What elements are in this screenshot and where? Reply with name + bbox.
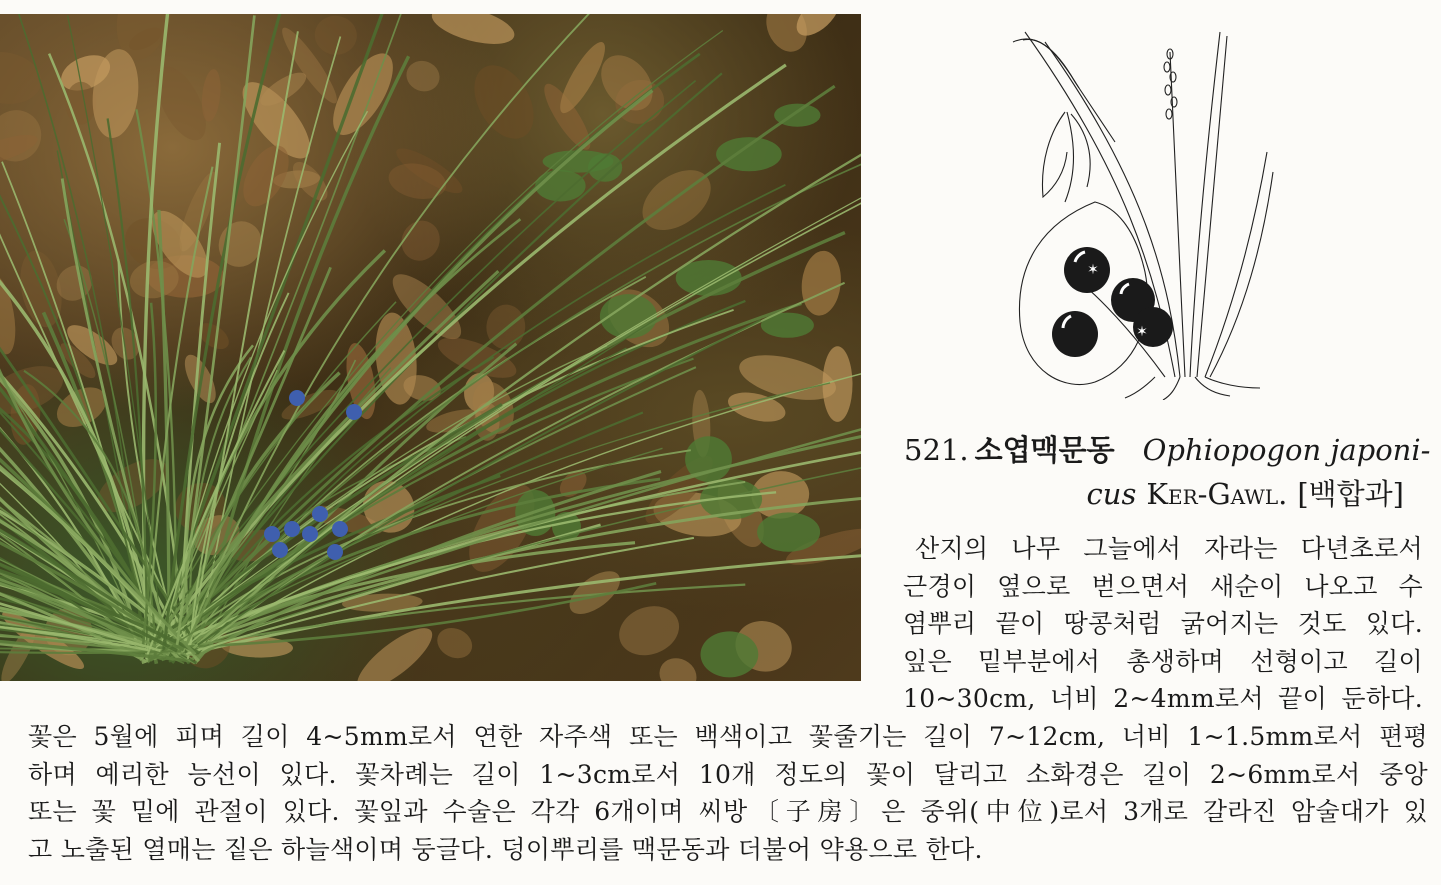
plant-photograph xyxy=(0,14,861,681)
description-line: 10~30cm, 너비 2~4mm로서 끝이 둔하다. xyxy=(903,684,1423,713)
dead-leaf xyxy=(432,622,477,664)
entry-heading-continued xyxy=(1087,472,1404,516)
roots xyxy=(1125,377,1260,400)
berry xyxy=(327,544,343,560)
dead-leaf xyxy=(799,249,844,318)
botanical-illustration xyxy=(1005,22,1285,400)
author-name: Ker-Gawl. xyxy=(1146,477,1288,511)
dead-leaf xyxy=(612,598,686,663)
illustration-svg xyxy=(1005,22,1285,400)
berry xyxy=(289,390,305,406)
family-name: [백합과] xyxy=(1297,477,1404,511)
description-line: 하며 예리한 능선이 있다. 꽃차례는 길이 1~3cm로서 10개 정도의 꽃이 달리고 소화경은 길이 2~6mm로서 중앙 xyxy=(28,759,1428,789)
berry xyxy=(346,404,362,420)
description-line: 또는 꽃 밑에 관절이 있다. 꽃잎과 수술은 각각 6개이며 씨방〔子房〕은 중위(中位)로서 3개로 갈라진 암술대가 있 xyxy=(28,797,1428,826)
berry xyxy=(332,521,348,537)
entry-number: 521. xyxy=(904,433,969,467)
dead-leaf xyxy=(349,618,441,681)
green-leaf xyxy=(761,313,814,338)
dead-leaf xyxy=(402,56,444,96)
description-line: 꽃은 5월에 피며 길이 4~5mm로서 연한 자주색 또는 백색이고 꽃줄기는 길이 7~12cm, 너비 1~1.5mm로서 편평 xyxy=(28,722,1428,751)
leaf-line xyxy=(1190,32,1220,377)
description-line: 근경이 옆으로 벋으면서 새순이 나오고 수 xyxy=(903,571,1423,601)
dead-leaf xyxy=(654,652,703,681)
dead-leaf xyxy=(428,14,518,51)
berry xyxy=(272,542,288,558)
raceme xyxy=(1164,49,1177,119)
berry xyxy=(284,521,300,537)
berry xyxy=(264,526,280,542)
dead-leaf xyxy=(631,158,722,243)
leaf-section xyxy=(1023,39,1079,88)
scientific-name-part2: cus xyxy=(1086,477,1137,511)
korean-name: 소엽맥문동 xyxy=(974,433,1115,467)
description-line: 산지의 나무 그늘에서 자라는 다년초로서 xyxy=(915,534,1423,563)
svg-text:✶: ✶ xyxy=(1087,262,1099,278)
description-full-width xyxy=(28,718,1428,868)
photo-grass-and-berries xyxy=(0,14,861,681)
flower-petal xyxy=(1071,114,1090,187)
description-right-column xyxy=(903,530,1423,718)
description-line: 잎은 밑부분에서 총생하며 선형이고 길이 xyxy=(903,646,1423,676)
scientific-name-part1: Ophiopogon japoni- xyxy=(1142,433,1431,467)
description-line: 염뿌리 끝이 땅콩처럼 굵어지는 것도 있다. xyxy=(903,609,1423,638)
entry-heading xyxy=(904,428,1431,472)
berry xyxy=(312,506,328,522)
green-leaf xyxy=(757,512,820,551)
leaf-line xyxy=(1210,172,1273,377)
svg-text:✶: ✶ xyxy=(1136,324,1148,340)
green-leaf xyxy=(701,631,759,677)
description-line: 고 노출된 열매는 짙은 하늘색이며 둥글다. 덩이뿌리를 맥문동과 더불어 약용으로 한다. xyxy=(28,834,983,864)
berries xyxy=(1052,247,1173,357)
dead-leaf xyxy=(462,55,546,149)
berry xyxy=(302,526,318,542)
flower-petal xyxy=(1042,112,1067,197)
green-leaf xyxy=(716,137,782,171)
dead-leaf xyxy=(485,303,527,350)
